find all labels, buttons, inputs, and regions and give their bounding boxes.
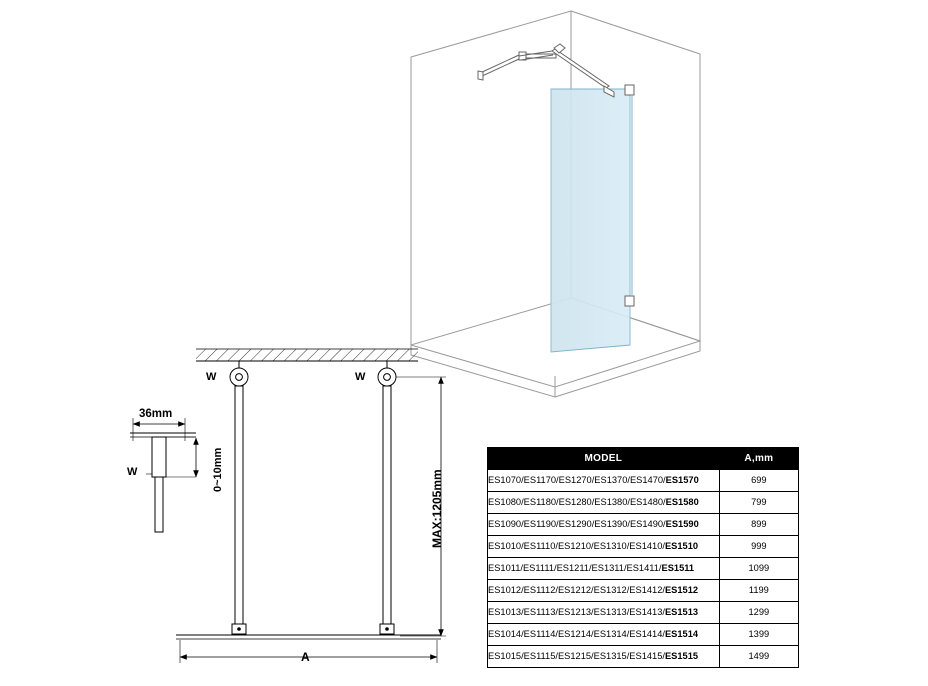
table-cell-model <box>488 470 720 492</box>
table-header-model: MODEL <box>488 448 720 470</box>
table-cell-model <box>488 536 720 558</box>
detail-section <box>130 418 196 532</box>
model-highlight: ES1515 <box>664 651 699 661</box>
table-cell-a: 999 <box>719 536 798 558</box>
table-row <box>488 580 799 602</box>
table-cell-model <box>488 492 720 514</box>
table-row <box>488 492 799 514</box>
model-prefix: ES1015/ES1115/ES1215/ES1315/ES1415/ <box>488 651 665 661</box>
table-cell-a: 799 <box>719 492 798 514</box>
table-header-row <box>488 448 799 470</box>
table-cell-a: 699 <box>719 470 798 492</box>
table-header-a: A,mm <box>719 448 798 470</box>
table-cell-a: 899 <box>719 514 798 536</box>
model-prefix: ES1090/ES1190/ES1290/ES1390/ES1490/ <box>488 519 666 529</box>
model-prefix: ES1012/ES1112/ES1212/ES1312/ES1412/ <box>488 585 665 595</box>
table-row <box>488 558 799 580</box>
model-prefix: ES1070/ES1170/ES1270/ES1370/ES1470/ <box>488 475 666 485</box>
table-row <box>488 602 799 624</box>
table-row <box>488 470 799 492</box>
model-prefix: ES1013/ES1113/ES1213/ES1313/ES1413/ <box>488 607 665 617</box>
model-highlight: ES1513 <box>664 607 699 617</box>
model-highlight: ES1511 <box>661 563 695 573</box>
thickness-dimension-label: 36mm <box>139 408 173 420</box>
table-cell-model <box>488 558 720 580</box>
table-row <box>488 624 799 646</box>
max-height-dimension-label: MAX:1205mm <box>430 469 444 548</box>
table-row <box>488 514 799 536</box>
model-highlight: ES1514 <box>664 629 699 639</box>
table-row <box>488 536 799 558</box>
bracket-label-left: W <box>206 371 217 383</box>
model-table <box>487 447 799 668</box>
table-cell-model <box>488 580 720 602</box>
table-cell-a: 1399 <box>719 624 798 646</box>
table-cell-model <box>488 514 720 536</box>
model-highlight: ES1570 <box>665 475 699 485</box>
gap-dimension-label: 0~10mm <box>212 447 224 492</box>
table-cell-model <box>488 624 720 646</box>
width-dimension-label: A <box>301 650 310 664</box>
model-highlight: ES1512 <box>664 585 699 595</box>
perspective-view <box>411 11 700 397</box>
model-prefix: ES1014/ES1114/ES1214/ES1314/ES1414/ <box>488 629 665 639</box>
model-highlight: ES1580 <box>665 497 699 507</box>
table-cell-a: 1299 <box>719 602 798 624</box>
table-row <box>488 646 799 668</box>
table-cell-model <box>488 646 720 668</box>
model-prefix: ES1010/ES1110/ES1210/ES1310/ES1410/ <box>488 541 665 551</box>
model-prefix: ES1011/ES1111/ES1211/ES1311/ES1411/ <box>488 563 662 573</box>
table-cell-a: 1099 <box>719 558 798 580</box>
table-cell-a: 1199 <box>719 580 798 602</box>
bracket-label-mid: W <box>355 371 366 383</box>
model-highlight: ES1510 <box>664 541 699 551</box>
bracket-label-detail: W <box>127 466 138 478</box>
model-prefix: ES1080/ES1180/ES1280/ES1380/ES1480/ <box>488 497 666 507</box>
table-cell-model <box>488 602 720 624</box>
table-cell-a: 1499 <box>719 646 798 668</box>
front-elevation <box>176 349 446 663</box>
model-highlight: ES1590 <box>665 519 699 529</box>
